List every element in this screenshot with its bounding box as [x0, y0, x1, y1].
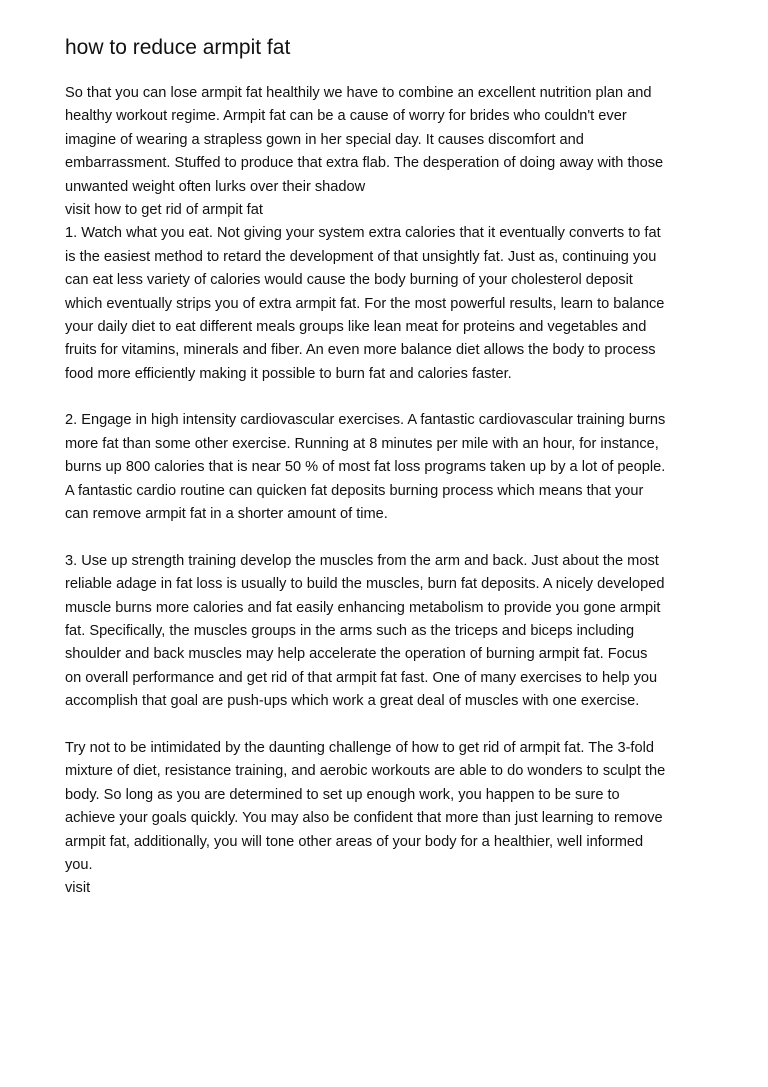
text-line: which eventually strips you of extra armpit fat. For the most powerful results, learn to balance [65, 295, 665, 312]
text-line: fat. Specifically, the muscles groups in the arms such as the triceps and biceps including [65, 622, 635, 639]
text-line: your daily diet to eat different meals groups like lean meat for proteins and vegetables and [65, 318, 647, 335]
text-line: imagine of wearing a strapless gown in her special day. It causes discomfort and [65, 131, 584, 148]
text-line: is the easiest method to retard the development of that unsightly fat. Just as, continuing you [65, 248, 657, 265]
text-line: accomplish that goal are push-ups which work a great deal of muscles with one exercise. [65, 693, 640, 710]
text-line: shoulder and back muscles may help accelerate the operation of burning armpit fat. Focus [65, 646, 648, 663]
text-line: can remove armpit fat in a shorter amount of time. [65, 506, 388, 523]
text-line: reliable adage in fat loss is usually to build the muscles, burn fat deposits. A nicely developed [65, 576, 665, 593]
paragraph-conclusion [65, 737, 710, 901]
text-line: more fat than some other exercise. Running at 8 minutes per mile with an hour, for instance, [65, 435, 659, 452]
text-line: 3. Use up strength training develop the muscles from the arm and back. Just about the most [65, 552, 659, 569]
text-line: healthy workout regime. Armpit fat can be a cause of worry for brides who couldn't ever [65, 108, 627, 125]
text-line: So that you can lose armpit fat healthily we have to combine an excellent nutrition plan and [65, 85, 652, 101]
intro-paragraph [65, 82, 710, 222]
document-page [65, 34, 710, 901]
text-line: A fantastic cardio routine can quicken fat deposits burning process which means that your [65, 482, 644, 499]
paragraph-watch-diet [65, 222, 710, 386]
visit-link[interactable]: visit how to get rid of armpit fat [65, 201, 263, 218]
text-line: you. [65, 856, 93, 873]
text-line: on overall performance and get rid of that armpit fat fast. One of many exercises to help you [65, 669, 658, 686]
paragraph-cardio [65, 409, 710, 526]
document-title: how to reduce armpit fat [65, 36, 291, 59]
visit-link[interactable]: visit [65, 880, 91, 897]
text-line: embarrassment. Stuffed to produce that extra flab. The desperation of doing away with those [65, 155, 664, 172]
text-line: achieve your goals quickly. You may also be confident that more than just learning to remove [65, 810, 663, 827]
text-line: armpit fat, additionally, you will tone other areas of your body for a healthier, well informed [65, 833, 644, 850]
text-line: 1. Watch what you eat. Not giving your system extra calories that it eventually converts to fat [65, 225, 661, 242]
text-line: can eat less variety of calories would cause the body burning of your cholesterol deposit [65, 272, 633, 289]
text-line: fruits for vitamins, minerals and fiber. An even more balance diet allows the body to process [65, 342, 656, 359]
text-line: Try not to be intimidated by the daunting challenge of how to get rid of armpit fat. The 3-fold [65, 739, 654, 756]
text-line: unwanted weight often lurks over their shadow [65, 178, 366, 195]
paragraph-strength [65, 550, 710, 714]
text-line: body. So long as you are determined to set up enough work, you happen to be sure to [65, 786, 620, 803]
text-line: muscle burns more calories and fat easily enhancing metabolism to provide you gone armpit [65, 599, 661, 616]
text-line: mixture of diet, resistance training, and aerobic workouts are able to do wonders to sculpt the [65, 763, 666, 780]
text-line: 2. Engage in high intensity cardiovascular exercises. A fantastic cardiovascular training burns [65, 412, 666, 429]
text-line: burns up 800 calories that is near 50 % of most fat loss programs taken up by a lot of people. [65, 459, 666, 476]
text-line: food more efficiently making it possible to burn fat and calories faster. [65, 365, 512, 382]
